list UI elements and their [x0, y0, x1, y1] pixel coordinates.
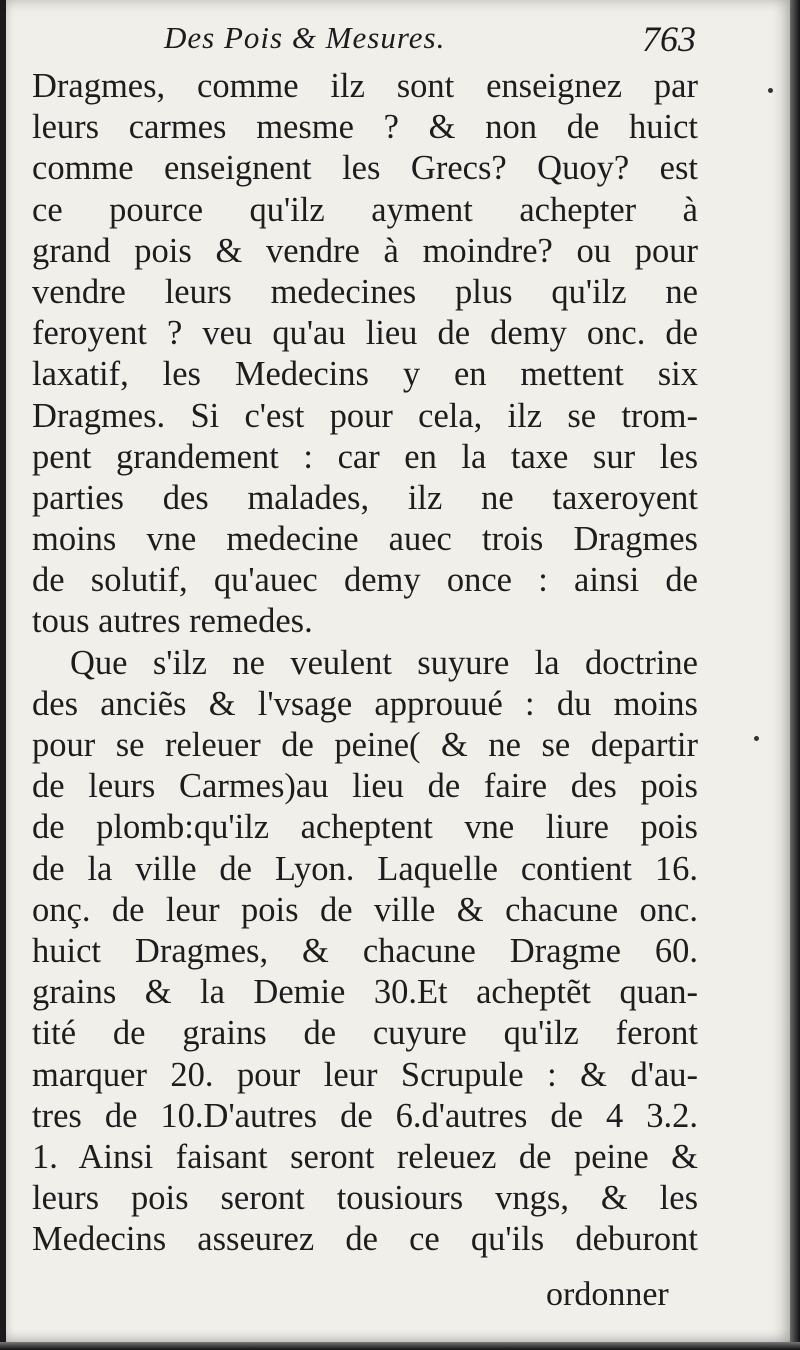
text-line: marquer 20. pour leur Scrupule : & d'au-: [32, 1055, 698, 1094]
text-line: tous autres remedes.: [32, 602, 313, 641]
page-number: 763: [642, 19, 696, 59]
page-bottom-shadow: [0, 1342, 800, 1350]
text-line: pour se releuer de peine( & ne se departir: [32, 726, 698, 764]
page-edge-shadow: [790, 0, 800, 1350]
running-title: Des Pois & Mesures.: [164, 20, 446, 55]
text-line: onç. de leur pois de ville & chacune onc.: [32, 890, 698, 929]
text-line: pent grandement : car en la taxe sur les: [32, 437, 698, 476]
text-line: vendre leurs medecines plus qu'ilz ne: [32, 272, 698, 311]
text-line: parties des malades, ilz ne taxeroyent: [32, 478, 698, 517]
text-line: Medecins asseurez de ce qu'ils deburont: [32, 1220, 698, 1259]
ink-speck: [768, 88, 773, 93]
text-line: tres de 10.D'autres de 6.d'autres de 4 3.2.: [32, 1096, 698, 1135]
text-line: moins vne medecine auec trois Dragmes: [32, 520, 698, 559]
body-text: [32, 66, 698, 1260]
text-line: leurs pois seront tousiours vngs, & les: [32, 1179, 698, 1218]
text-line: grains & la Demie 30.Et acheptẽt quan-: [32, 973, 698, 1012]
catchword: ordonner: [546, 1276, 669, 1313]
book-page: [6, 0, 791, 1344]
paragraph-start-line: Que s'ilz ne veulent suyure la doctrine: [70, 643, 698, 682]
text-line: feroyent ? veu qu'au lieu de demy onc. de: [32, 314, 698, 353]
ink-speck: [754, 736, 759, 741]
text-line: grand pois & vendre à moindre? ou pour: [32, 231, 698, 270]
text-line: de leurs Carmes)au lieu de faire des pois: [32, 767, 698, 806]
text-line: 1. Ainsi faisant seront releuez de peine &: [32, 1137, 698, 1176]
text-line: laxatif, les Medecins y en mettent six: [32, 355, 698, 394]
text-line: huict Dragmes, & chacune Dragme 60.: [32, 931, 698, 970]
text-line: Dragmes, comme ilz sont enseignez par: [32, 67, 698, 105]
text-line: comme enseignent les Grecs? Quoy? est: [32, 149, 698, 188]
page-header: [156, 16, 716, 66]
text-line: ce pource qu'ilz ayment achepter à: [32, 190, 698, 229]
text-line: de la ville de Lyon. Laquelle contient 16.: [32, 849, 698, 888]
text-line: de solutif, qu'auec demy once : ainsi de: [32, 561, 698, 600]
text-line: de plomb:qu'ilz acheptent vne liure pois: [32, 808, 698, 847]
text-line: tité de grains de cuyure qu'ilz feront: [32, 1014, 698, 1053]
text-line: Dragmes. Si c'est pour cela, ilz se trom-: [32, 396, 698, 435]
text-line: des anciẽs & l'vsage approuué : du moins: [32, 684, 698, 723]
text-line: leurs carmes mesme ? & non de huict: [32, 108, 698, 147]
